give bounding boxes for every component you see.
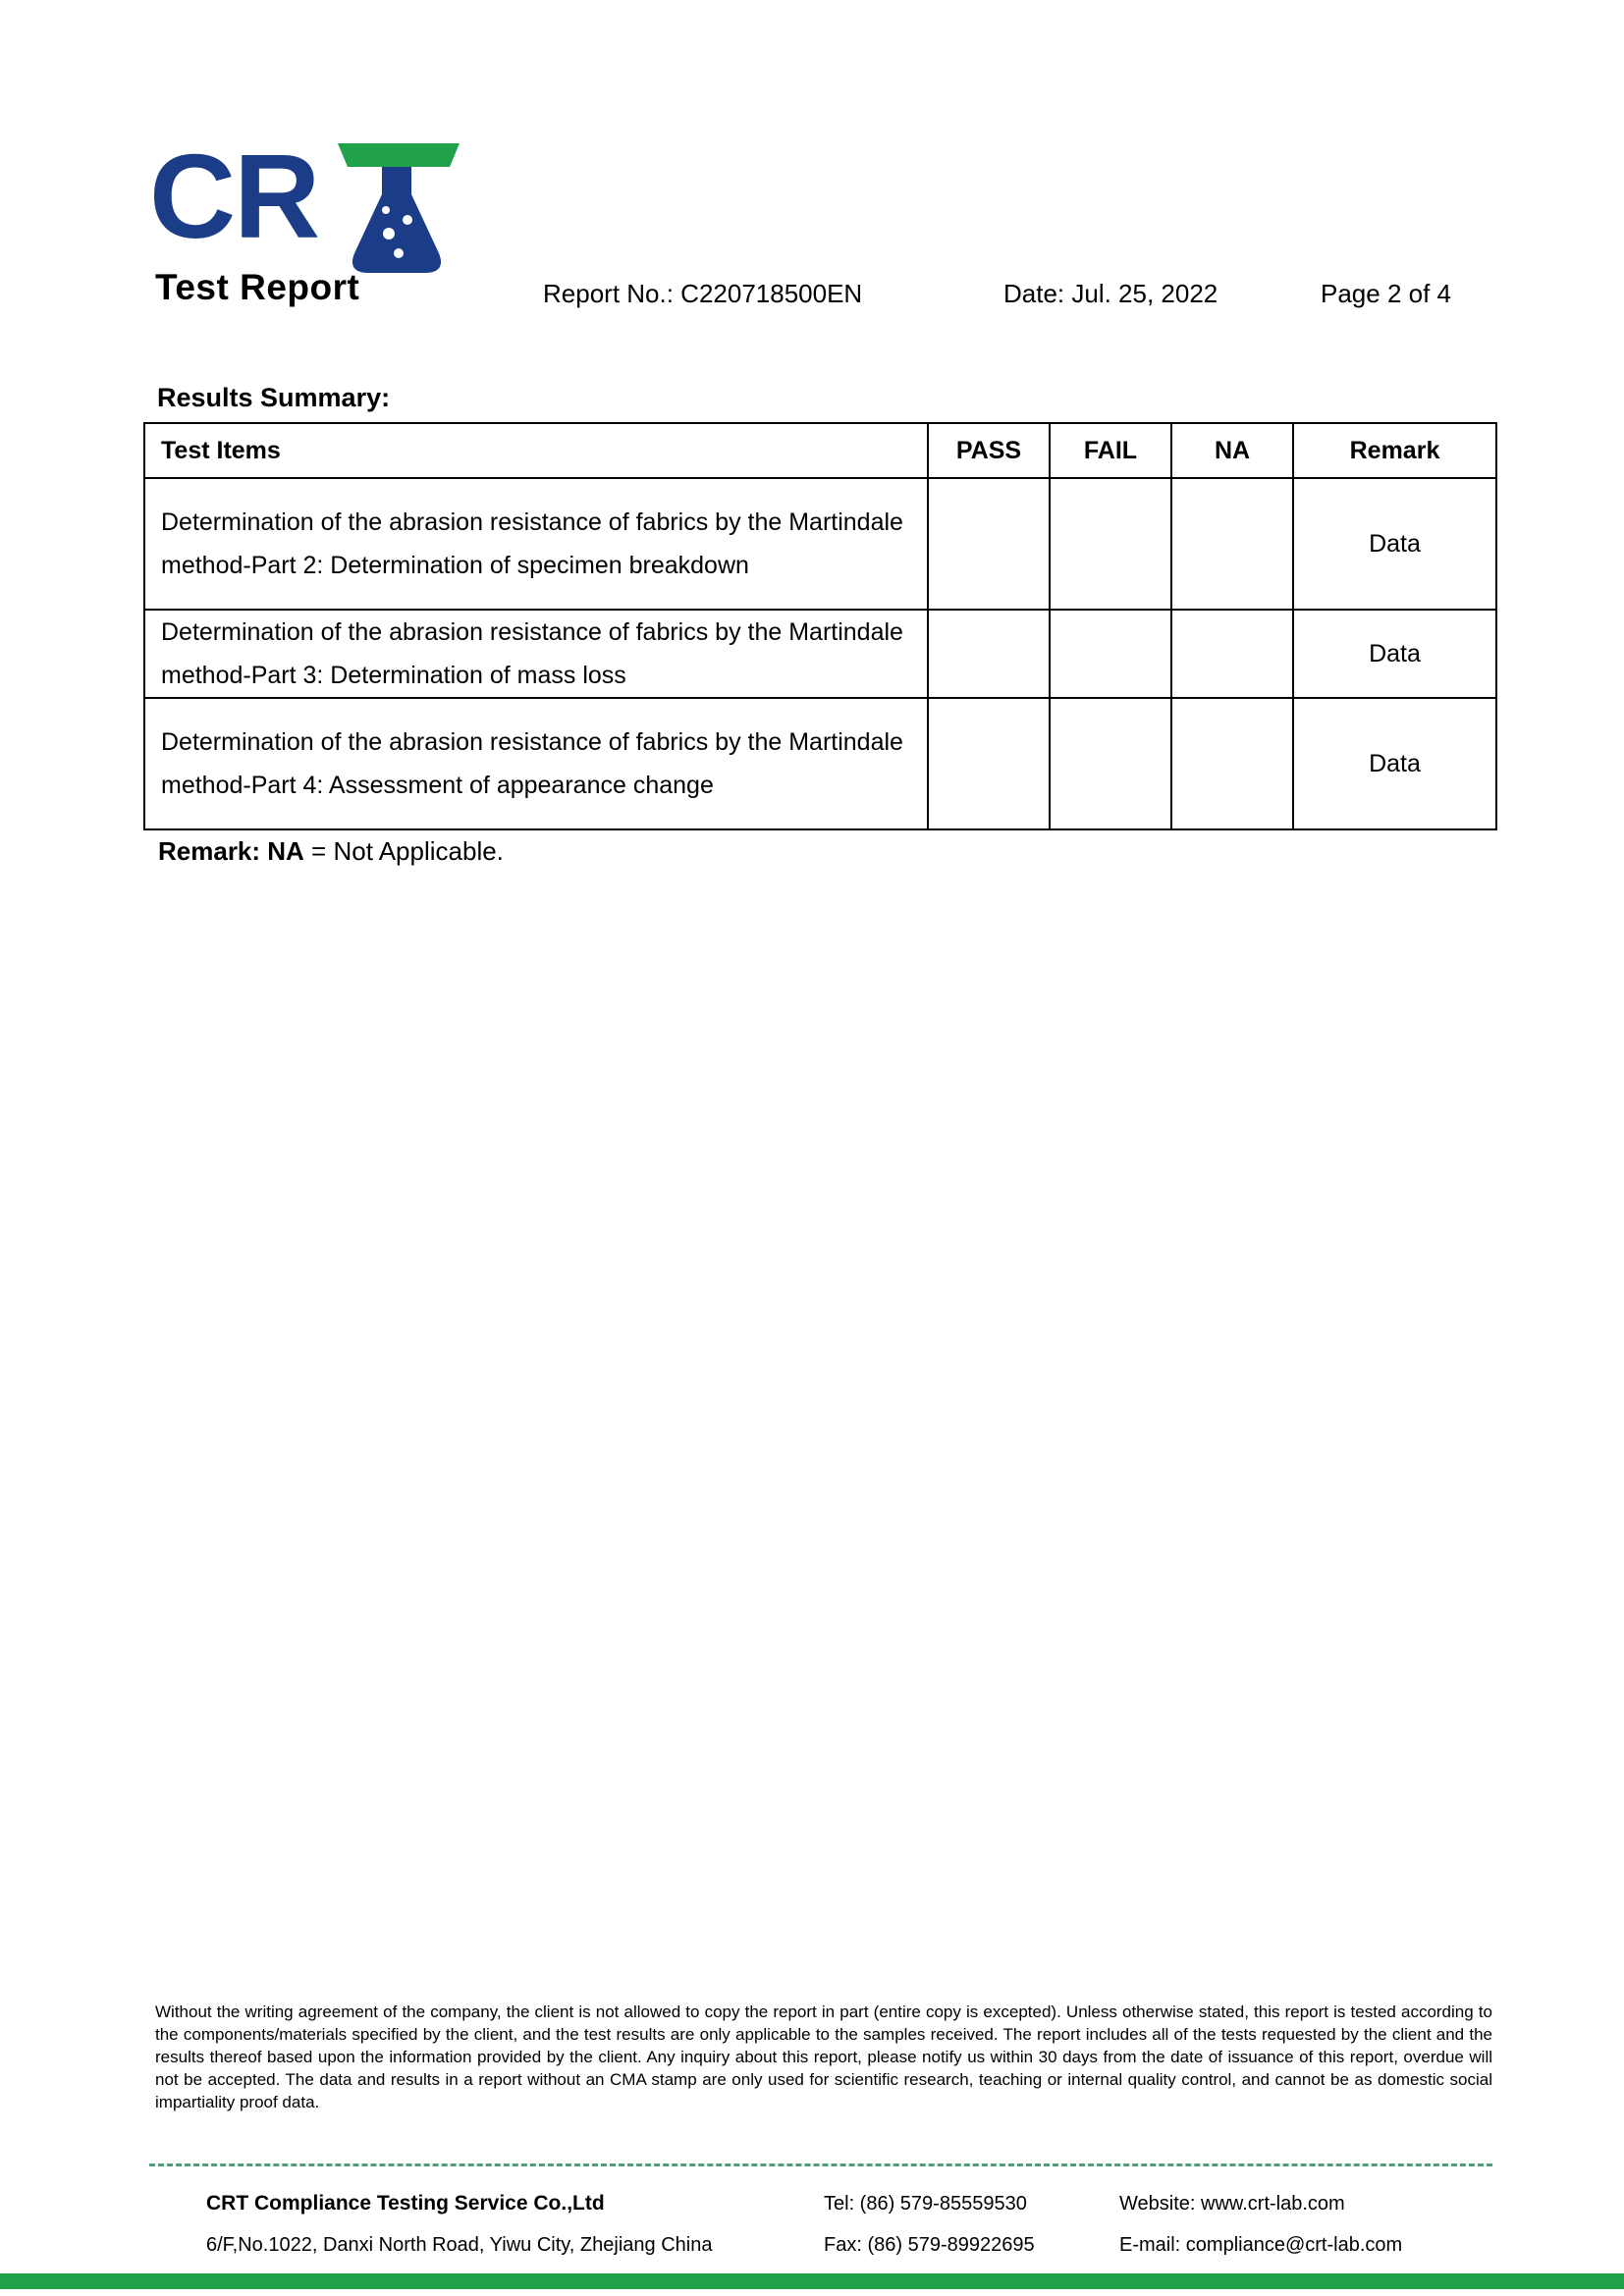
- company-address: 6/F,No.1022, Danxi North Road, Yiwu City, Zhejiang China: [206, 2234, 713, 2256]
- col-header-test-items: Test Items: [144, 423, 928, 478]
- test-item-cell: Determination of the abrasion resistance of fabrics by the Martindale method-Part 3: Determination of mass loss: [144, 610, 928, 698]
- col-header-na: NA: [1171, 423, 1293, 478]
- table-row: [144, 698, 1496, 829]
- col-header-pass: PASS: [928, 423, 1050, 478]
- disclaimer-text: Without the writing agreement of the company, the client is not allowed to copy the report in part (entire copy is excepted). Unless otherwise stated, this report is tested according to the components/materials specified by the client, and the test results are only applicable to the samples received. The report includes all of the tests requested by the client and the results thereof based upon the information provided by the client. Any inquiry about this report, please notify us within 30 days from the date of issuance of this report, overdue will not be accepted. The data and results in a report without an CMA stamp are only used for scientific research, teaching or internal quality control, and cannot be as domestic social impartiality proof data.: [155, 2002, 1492, 2111]
- logo-letters: CR: [149, 135, 319, 263]
- na-cell: [1171, 698, 1293, 829]
- footer-divider: [149, 2163, 1492, 2166]
- footer-company-block: [206, 2183, 712, 2266]
- table-row: [144, 610, 1496, 698]
- table-header-row: [144, 423, 1496, 478]
- fail-cell: [1050, 478, 1171, 610]
- pass-cell: [928, 610, 1050, 698]
- results-table: [143, 422, 1497, 830]
- flask-icon: [352, 167, 441, 273]
- report-number: Report No.: C220718500EN: [543, 279, 863, 308]
- test-item-cell: Determination of the abrasion resistance of fabrics by the Martindale method-Part 4: Assessment of appearance change: [144, 698, 928, 829]
- fail-cell: [1050, 698, 1171, 829]
- footer-web-block: [1119, 2183, 1402, 2266]
- remark-cell: Data: [1293, 610, 1496, 698]
- results-summary-heading: Results Summary:: [157, 383, 391, 412]
- tel-line: Tel: (86) 579-85559530: [824, 2193, 1027, 2215]
- page-indicator: Page 2 of 4: [1321, 279, 1451, 308]
- footer-phone-block: [824, 2183, 1035, 2266]
- remark-cell: Data: [1293, 698, 1496, 829]
- remark-note-text: = Not Applicable.: [303, 836, 504, 866]
- na-cell: [1171, 610, 1293, 698]
- col-header-fail: FAIL: [1050, 423, 1171, 478]
- email-line: E-mail: compliance@crt-lab.com: [1119, 2234, 1403, 2256]
- website-line: Website: www.crt-lab.com: [1119, 2193, 1345, 2215]
- crt-logo-graphic: [149, 135, 461, 285]
- page-title: Test Report: [155, 267, 360, 307]
- na-cell: [1171, 478, 1293, 610]
- company-name: CRT Compliance Testing Service Co.,Ltd: [206, 2192, 605, 2215]
- table-row: [144, 478, 1496, 610]
- fail-cell: [1050, 610, 1171, 698]
- col-header-remark: Remark: [1293, 423, 1496, 478]
- remark-note: [158, 836, 504, 867]
- pass-cell: [928, 698, 1050, 829]
- remark-cell: Data: [1293, 478, 1496, 610]
- remark-note-label: Remark: NA: [158, 836, 304, 866]
- fax-line: Fax: (86) 579-89922695: [824, 2234, 1035, 2256]
- test-item-cell: Determination of the abrasion resistance of fabrics by the Martindale method-Part 2: Determination of specimen breakdown: [144, 478, 928, 610]
- footer-green-bar: [0, 2273, 1624, 2289]
- report-date: Date: Jul. 25, 2022: [1003, 279, 1218, 308]
- crt-logo: [149, 135, 461, 285]
- logo-t-crossbar: [338, 143, 460, 167]
- pass-cell: [928, 478, 1050, 610]
